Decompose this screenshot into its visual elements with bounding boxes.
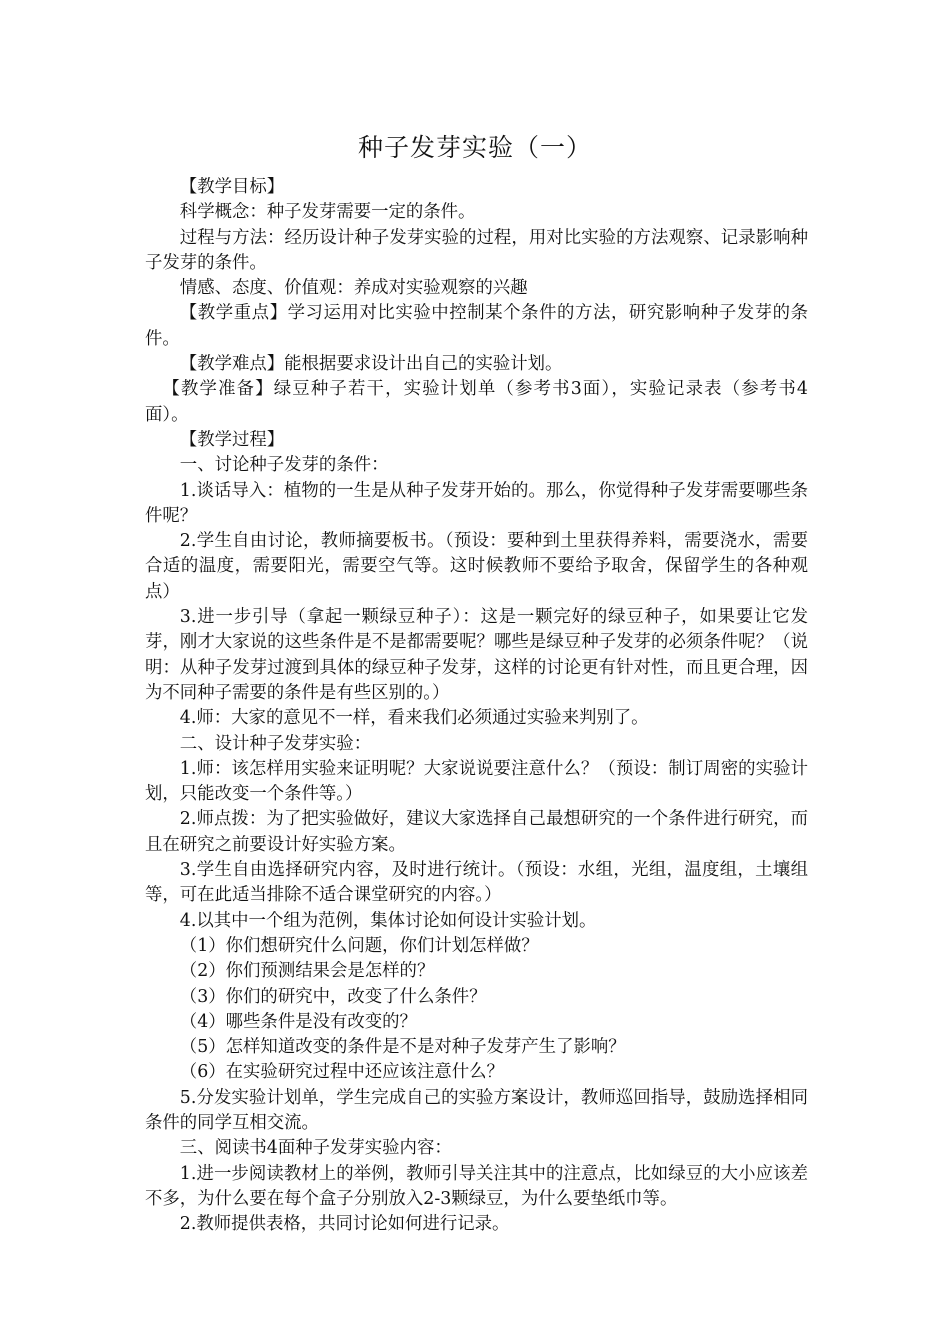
section-heading-3: 三、阅读书4面种子发芽实验内容： bbox=[179, 1138, 452, 1159]
list-item: 1.进一步阅读教材上的举例，教师引导关注其中的注意点，比如绿豆的大小应该差不多，为什么要在每个盒子分别放入2-3颗绿豆，为什么要垫纸巾等。 bbox=[145, 1163, 808, 1209]
paragraph-preparation: 【教学准备】绿豆种子若干，实验计划单（参考书3面），实验记录表（参考书4面）。 bbox=[145, 379, 808, 425]
list-item: 1.谈话导入：植物的一生是从种子发芽开始的。那么，你觉得种子发芽需要哪些条件呢？ bbox=[145, 480, 808, 526]
sub-list-item: （5）怎样知道改变的条件是不是对种子发芽产生了影响？ bbox=[179, 1037, 626, 1058]
paragraph-difficulties: 【教学难点】能根据要求设计出自己的实验计划。 bbox=[179, 354, 563, 375]
sub-list-item: （6）在实验研究过程中还应该注意什么？ bbox=[179, 1062, 504, 1083]
paragraph-science-concept: 科学概念：种子发芽需要一定的条件。 bbox=[179, 202, 476, 223]
heading-teaching-process: 【教学过程】 bbox=[179, 429, 285, 450]
paragraph-attitude-values: 情感、态度、价值观：养成对实验观察的兴趣 bbox=[179, 278, 528, 299]
sub-list-item: （4）哪些条件是没有改变的？ bbox=[179, 1011, 417, 1032]
list-item: 2.教师提供表格，共同讨论如何进行记录。 bbox=[179, 1214, 510, 1235]
paragraph-key-points: 【教学重点】学习运用对比实验中控制某个条件的方法，研究影响种子发芽的条件。 bbox=[145, 303, 808, 349]
list-item: 3.进一步引导（拿起一颗绿豆种子）：这是一颗完好的绿豆种子，如果要让它发芽，刚才大家说的这些条件是不是都需要呢？哪些是绿豆种子发芽的必须条件呢？（说明：从种子发芽过渡到具体的绿豆种子发芽，这样的讨论更有针对性，而且更合理，因为不同种子需要的条件是有些区别的。） bbox=[145, 607, 808, 703]
section-heading-1: 一、讨论种子发芽的条件： bbox=[179, 455, 389, 476]
list-item: 5.分发实验计划单，学生完成自己的实验方案设计，教师巡回指导，鼓励选择相同条件的同学互相交流。 bbox=[145, 1087, 808, 1133]
list-item: 1.师：该怎样用实验来证明呢？大家说说要注意什么？（预设：制订周密的实验计划，只能改变一个条件等。） bbox=[145, 758, 808, 805]
document-body bbox=[145, 175, 808, 1237]
sub-list-item: （1）你们想研究什么问题，你们计划怎样做？ bbox=[179, 935, 539, 956]
document-title: 种子发芽实验（一） bbox=[357, 133, 592, 162]
list-item: 2.师点拨：为了把实验做好，建议大家选择自己最想研究的一个条件进行研究，而且在研究之前要设计好实验方案。 bbox=[145, 809, 808, 855]
sub-list-item: （3）你们的研究中，改变了什么条件？ bbox=[179, 986, 487, 1007]
sub-list-item: （2）你们预测结果会是怎样的？ bbox=[179, 961, 435, 982]
list-item: 4.师：大家的意见不一样，看来我们必须通过实验来判别了。 bbox=[179, 708, 649, 729]
heading-teaching-goals: 【教学目标】 bbox=[179, 177, 285, 197]
section-heading-2: 二、设计种子发芽实验： bbox=[179, 733, 372, 754]
paragraph-process-method: 过程与方法：经历设计种子发芽实验的过程，用对比实验的方法观察、记录影响种子发芽的条件。 bbox=[145, 227, 808, 273]
list-item: 3.学生自由选择研究内容，及时进行统计。（预设：水组，光组，温度组，土壤组等，可在此适当排除不适合课堂研究的内容。） bbox=[145, 860, 808, 906]
list-item: 4.以其中一个组为范例，集体讨论如何设计实验计划。 bbox=[179, 910, 597, 931]
list-item: 2.学生自由讨论，教师摘要板书。（预设：要种到土里获得养料，需要浇水，需要合适的温度，需要阳光，需要空气等。这时候教师不要给予取舍，保留学生的各种观点） bbox=[145, 531, 808, 602]
